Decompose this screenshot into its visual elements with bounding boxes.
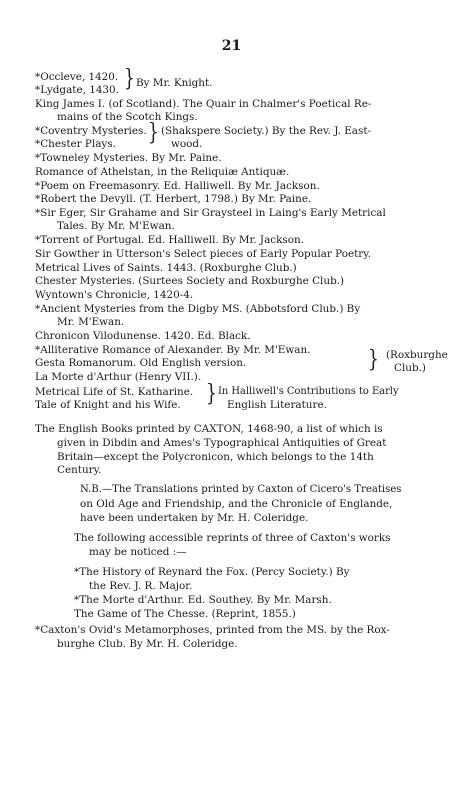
text-line: The following accessible reprints of three of Caxton's works	[74, 532, 391, 544]
text-line: have been undertaken by Mr. H. Coleridge.	[80, 512, 309, 524]
text-line: *Robert the Devyll. (T. Herbert, 1798.) By Mr. Paine.	[35, 193, 312, 205]
text-line: Mr. M'Ewan.	[57, 316, 125, 328]
text-line: *Poem on Freemasonry. Ed. Halliwell. By Mr. Jackson.	[35, 180, 320, 192]
text-line: *Sir Eger, Sir Grahame and Sir Graysteel in Laing's Early Metrical	[35, 207, 386, 219]
text-line: Tale of Knight and his Wife.	[35, 399, 181, 411]
text-line: *Alliterative Romance of Alexander. By Mr. M'Ewan.	[35, 344, 311, 356]
text-line: The Game of The Chesse. (Reprint, 1855.)	[74, 608, 296, 620]
text-line: By Mr. Knight.	[136, 77, 213, 89]
text-line: Gesta Romanorum. Old English version.	[35, 357, 247, 369]
text-line: La Morte d'Arthur (Henry VII.).	[35, 371, 202, 383]
text-line: N.B.—The Translations printed by Caxton of Cicero's Treatises	[80, 484, 402, 495]
brace-close: }	[368, 346, 379, 374]
text-line: Chronicon Vilodunense. 1420. Ed. Black.	[35, 330, 251, 342]
text-line: given in Dibdin and Ames's Typographical Antiquities of Great	[57, 437, 387, 449]
text-line: on Old Age and Friendship, and the Chronicle of Englande,	[80, 498, 393, 510]
page-number: 21	[221, 38, 242, 54]
text-line: (Roxburghe	[386, 349, 448, 361]
text-line: Sir Gowther in Utterson's Select pieces of Early Popular Poetry.	[35, 248, 372, 260]
text-line: *The History of Reynard the Fox. (Percy Society.) By	[74, 566, 350, 578]
text-line: Century.	[57, 464, 102, 476]
text-line: may be noticed :—	[89, 546, 187, 558]
text-line: Metrical Lives of Saints. 1443. (Roxburghe Club.)	[35, 262, 297, 274]
text-line: *Torrent of Portugal. Ed. Halliwell. By Mr. Jackson.	[35, 234, 304, 246]
brace-close: }	[124, 65, 135, 93]
text-line: Chester Mysteries. (Surtees Society and Roxburghe Club.)	[35, 275, 345, 287]
text-line: Wyntown's Chronicle, 1420-4.	[35, 289, 194, 301]
text-line: Metrical Life of St. Katharine.	[35, 386, 194, 398]
text-line: King James I. (of Scotland). The Quair in Chalmer's Poetical Re-	[35, 98, 372, 110]
text-line: Romance of Athelstan, in the Reliquiæ Antiquæ.	[35, 166, 290, 178]
text-line: *Occleve, 1420.	[35, 71, 119, 83]
text-line: *The Morte d'Arthur. Ed. Southey. By Mr. Marsh.	[74, 594, 332, 606]
text-line: mains of the Scotch Kings.	[57, 111, 198, 123]
text-line: In Halliwell's Contributions to Early	[218, 386, 399, 397]
text-line: Club.)	[394, 362, 426, 374]
brace-close: }	[206, 380, 217, 408]
text-line: *Chester Plays.	[35, 138, 116, 150]
text-line: *Coventry Mysteries.	[35, 125, 147, 137]
text-line: Britain—except the Polycronicon, which belongs to the 14th	[57, 451, 374, 463]
text-line: *Caxton's Ovid's Metamorphoses, printed from the MS. by the Rox-	[35, 624, 390, 636]
brace-close: }	[148, 119, 159, 147]
text-line: *Towneley Mysteries. By Mr. Paine.	[35, 152, 222, 164]
text-line: *Lydgate, 1430.	[35, 84, 119, 96]
text-line: Tales. By Mr. M'Ewan.	[57, 220, 175, 232]
text-line: the Rev. J. R. Major.	[89, 580, 193, 592]
text-line: English Literature.	[227, 399, 327, 411]
text-line: wood.	[171, 138, 203, 150]
text-line: burghe Club. By Mr. H. Coleridge.	[57, 638, 238, 650]
text-line: *Ancient Mysteries from the Digby MS. (Abbotsford Club.) By	[35, 303, 361, 315]
text-line: The English Books printed by CAXTON, 1468-90, a list of which is	[35, 423, 383, 435]
text-line: (Shakspere Society.) By the Rev. J. East-	[161, 125, 372, 137]
